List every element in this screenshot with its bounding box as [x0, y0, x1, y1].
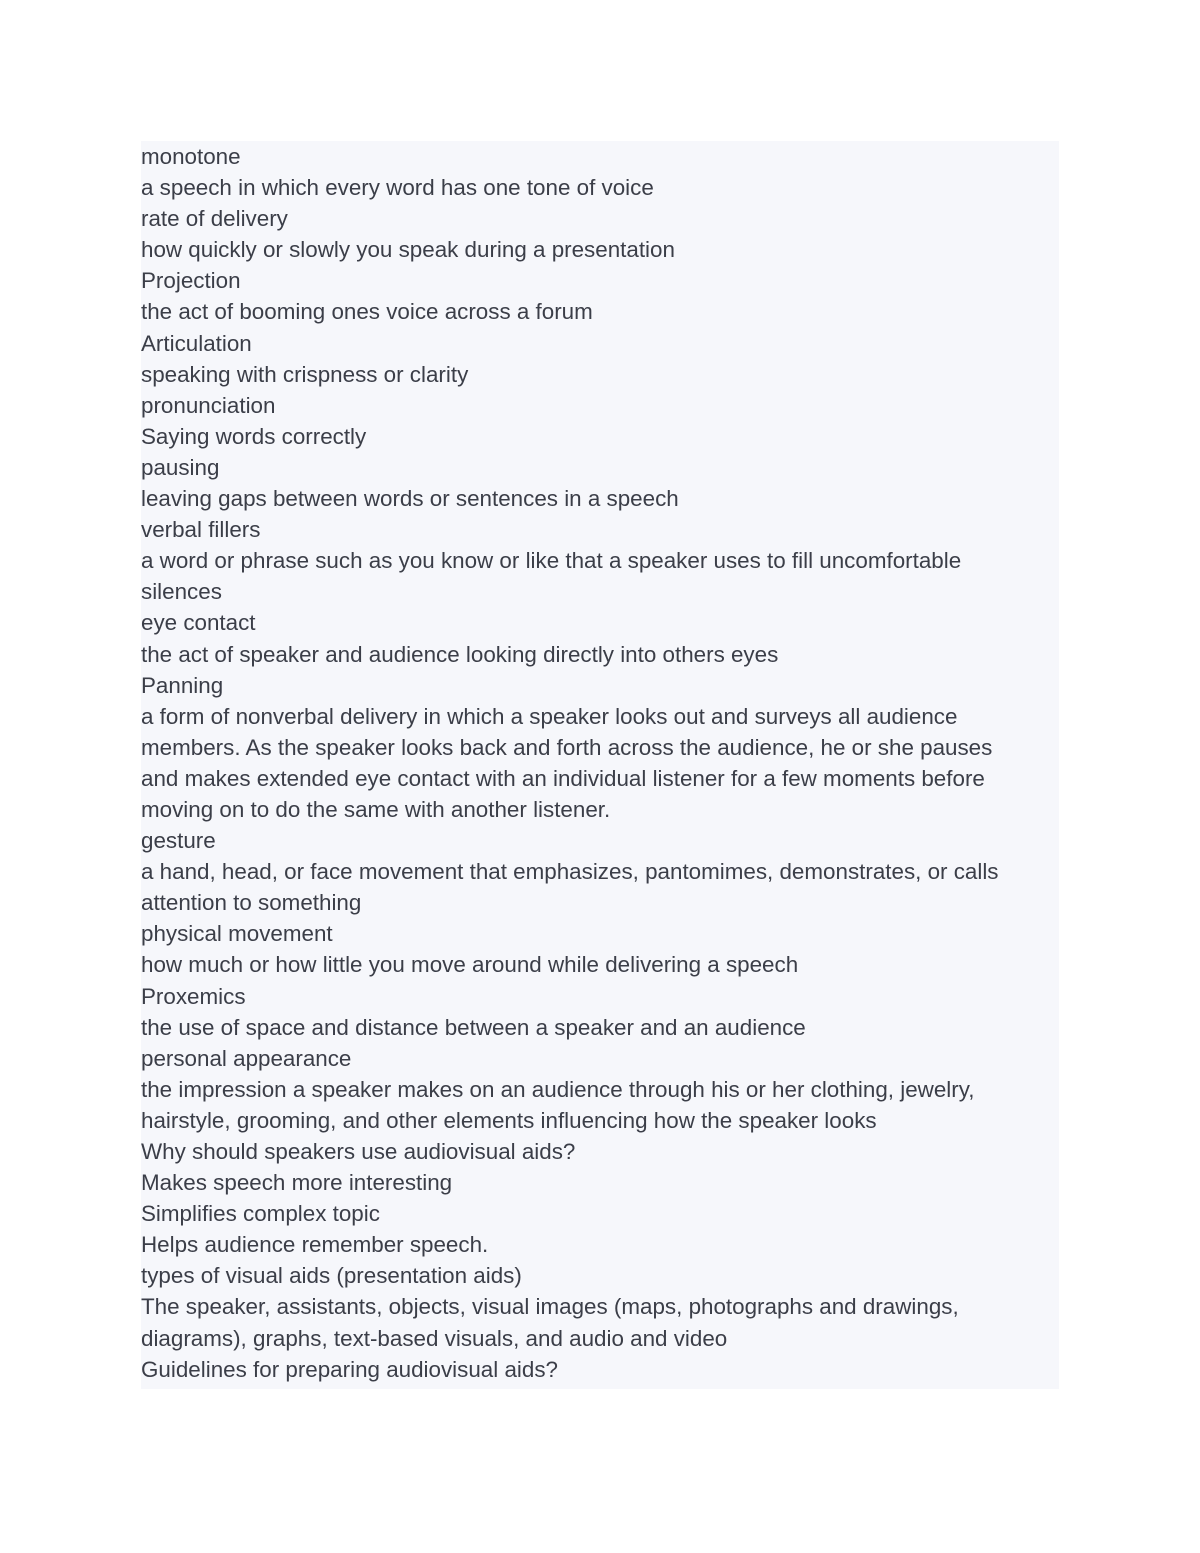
- term-gesture: gesture: [141, 828, 216, 854]
- term-pausing: pausing: [141, 454, 220, 480]
- term-physical-movement: physical movement: [141, 921, 333, 947]
- definition-pronunciation: Saying words correctly: [141, 423, 367, 449]
- definition-panning-cont-2: and makes extended eye contact with an individual listener for a few moments before: [141, 765, 985, 791]
- term-proxemics: Proxemics: [141, 983, 246, 1009]
- definition-types-of-visual-aids: The speaker, assistants, objects, visual images (maps, photographs and drawings,: [141, 1294, 959, 1320]
- term-verbal-fillers: verbal fillers: [141, 517, 261, 543]
- definition-personal-appearance-cont: hairstyle, grooming, and other elements influencing how the speaker looks: [141, 1107, 877, 1133]
- definition-verbal-fillers: a word or phrase such as you know or like that a speaker uses to fill uncomfortable: [141, 548, 962, 574]
- definition-rate-of-delivery: how quickly or slowly you speak during a presentation: [141, 237, 675, 263]
- answer-more-interesting: Makes speech more interesting: [141, 1170, 453, 1196]
- flashcard-text-block: [141, 141, 1059, 1389]
- term-projection: Projection: [141, 268, 241, 294]
- definition-gesture-cont: attention to something: [141, 890, 362, 916]
- term-pronunciation: pronunciation: [141, 392, 276, 418]
- definition-projection: the act of booming ones voice across a forum: [141, 299, 593, 325]
- definition-physical-movement: how much or how little you move around while delivering a speech: [141, 952, 799, 978]
- question-why-audiovisual-aids: Why should speakers use audiovisual aids?: [141, 1139, 576, 1164]
- answer-simplifies-topic: Simplifies complex topic: [141, 1201, 380, 1227]
- definition-eye-contact: the act of speaker and audience looking directly into others eyes: [141, 641, 779, 667]
- term-rate-of-delivery: rate of delivery: [141, 206, 288, 232]
- question-guidelines-audiovisual-aids: Guidelines for preparing audiovisual aids?: [141, 1356, 558, 1382]
- definition-panning-cont-1: members. As the speaker looks back and forth across the audience, he or she pauses: [141, 734, 993, 760]
- term-articulation: Articulation: [141, 330, 252, 356]
- term-types-of-visual-aids: types of visual aids (presentation aids): [141, 1263, 522, 1289]
- definition-pausing: leaving gaps between words or sentences in a speech: [141, 486, 679, 512]
- definition-articulation: speaking with crispness or clarity: [141, 361, 469, 387]
- definition-personal-appearance: the impression a speaker makes on an audience through his or her clothing, jewelry,: [141, 1076, 975, 1102]
- definition-verbal-fillers-cont: silences: [141, 579, 222, 605]
- definition-panning-cont-3: moving on to do the same with another listener.: [141, 796, 611, 822]
- definition-monotone: a speech in which every word has one tone of voice: [141, 175, 654, 201]
- term-panning: Panning: [141, 672, 224, 698]
- definition-gesture: a hand, head, or face movement that emphasizes, pantomimes, demonstrates, or calls: [141, 859, 999, 885]
- definition-types-of-visual-aids-cont: diagrams), graphs, text-based visuals, and audio and video: [141, 1325, 728, 1351]
- term-eye-contact: eye contact: [141, 610, 256, 636]
- definition-panning: a form of nonverbal delivery in which a speaker looks out and surveys all audience: [141, 703, 958, 729]
- term-personal-appearance: personal appearance: [141, 1045, 352, 1071]
- term-monotone: monotone: [141, 144, 241, 169]
- definition-proxemics: the use of space and distance between a speaker and an audience: [141, 1014, 806, 1040]
- answer-helps-remember: Helps audience remember speech.: [141, 1232, 489, 1258]
